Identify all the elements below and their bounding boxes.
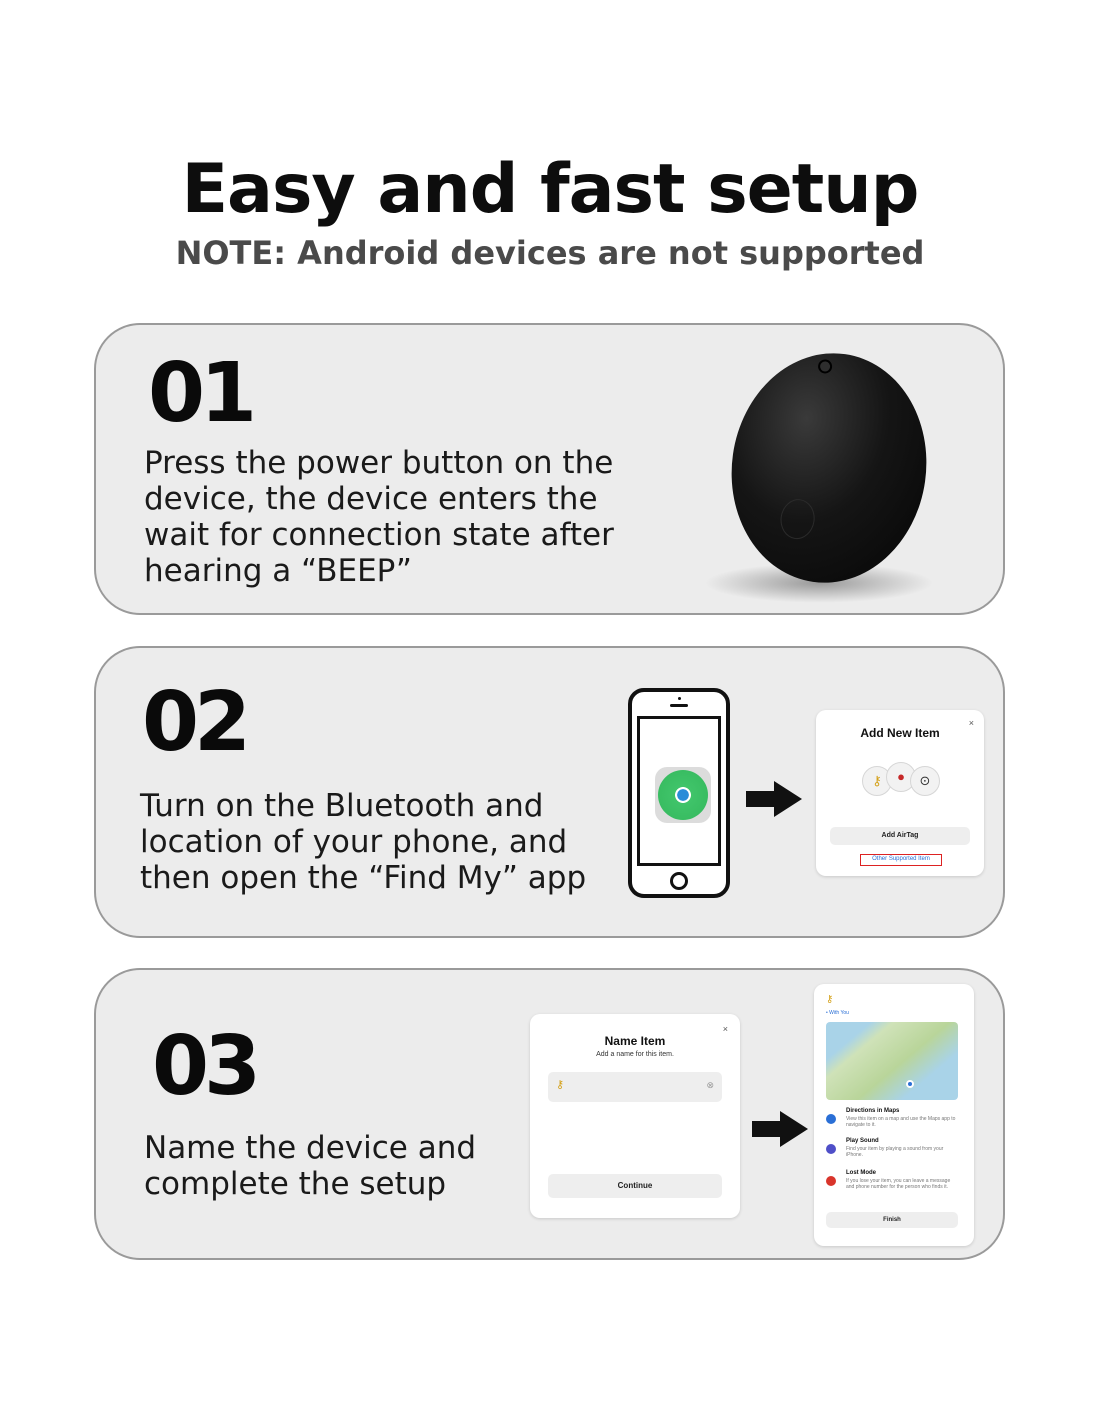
smartphone-icon <box>628 688 730 898</box>
step-description: Press the power button on the device, the device enters the wait for connection state after hearing a “BEEP” <box>144 445 614 589</box>
step-number: 01 <box>148 346 253 441</box>
play-sound-icon <box>826 1144 836 1154</box>
panel-subtitle: Add a name for this item. <box>596 1051 674 1058</box>
finish-button[interactable]: Finish <box>826 1212 958 1228</box>
arrow-right-icon <box>752 1111 808 1147</box>
bicycle-icon: ⊙ <box>910 766 940 796</box>
directions-icon <box>826 1114 836 1124</box>
step-number: 02 <box>142 675 247 770</box>
item-name-input[interactable] <box>548 1072 722 1102</box>
option-desc: View this item on a map and use the Maps app to navigate to it. <box>846 1116 956 1128</box>
backpack-icon: ● <box>886 762 916 792</box>
add-airtag-button[interactable]: Add AirTag <box>830 827 970 845</box>
power-button <box>778 497 817 541</box>
other-supported-item-link[interactable]: Other Supported Item <box>860 854 942 866</box>
option-title: Play Sound <box>846 1138 879 1144</box>
option-desc: Find your item by playing a sound from your iPhone. <box>846 1146 944 1158</box>
key-icon: ⚷ <box>826 994 834 1005</box>
close-icon[interactable]: × <box>968 718 974 728</box>
keyring-hole <box>817 359 833 375</box>
step-number: 03 <box>152 1019 257 1114</box>
find-my-app-icon <box>655 767 711 823</box>
airtag-tracker-icon <box>717 341 941 596</box>
step-description: Turn on the Bluetooth and location of your phone, and then open the “Find My” app <box>140 788 587 896</box>
key-icon: ⚷ <box>556 1079 565 1091</box>
step-description: Name the device and complete the setup <box>144 1130 477 1202</box>
add-new-item-panel <box>816 710 984 876</box>
location-pin-icon <box>906 1080 914 1088</box>
option-desc: If you lose your item, you can leave a message and phone number for the person who finds it. <box>846 1178 951 1190</box>
speaker-slot <box>670 704 688 707</box>
option-play-sound[interactable] <box>826 1138 962 1166</box>
with-you-status: • With You <box>826 1010 849 1016</box>
arrow-right-icon <box>746 781 802 817</box>
phone-screen <box>637 716 721 866</box>
panel-title: Name Item <box>604 1034 666 1048</box>
lost-mode-icon <box>826 1176 836 1186</box>
clear-icon[interactable]: ⊗ <box>706 1080 714 1090</box>
option-title: Directions in Maps <box>846 1108 900 1114</box>
key-icon: ⚷ <box>862 766 892 796</box>
step-card-01 <box>94 323 1005 615</box>
item-icons <box>862 762 942 798</box>
location-map[interactable] <box>826 1022 958 1100</box>
option-lost-mode[interactable] <box>826 1170 962 1198</box>
step-card-03 <box>94 968 1005 1260</box>
continue-button[interactable]: Continue <box>548 1174 722 1198</box>
item-info-panel <box>814 984 974 1246</box>
page-title: Easy and fast setup <box>181 150 919 229</box>
camera-dot <box>678 697 681 700</box>
name-item-panel <box>530 1014 740 1218</box>
home-button <box>670 872 688 890</box>
close-icon[interactable]: × <box>722 1024 728 1034</box>
panel-title: Add New Item <box>860 726 940 740</box>
option-title: Lost Mode <box>846 1170 876 1176</box>
option-directions[interactable] <box>826 1108 962 1136</box>
step-card-02 <box>94 646 1005 938</box>
android-note: NOTE: Android devices are not supported <box>175 234 925 272</box>
